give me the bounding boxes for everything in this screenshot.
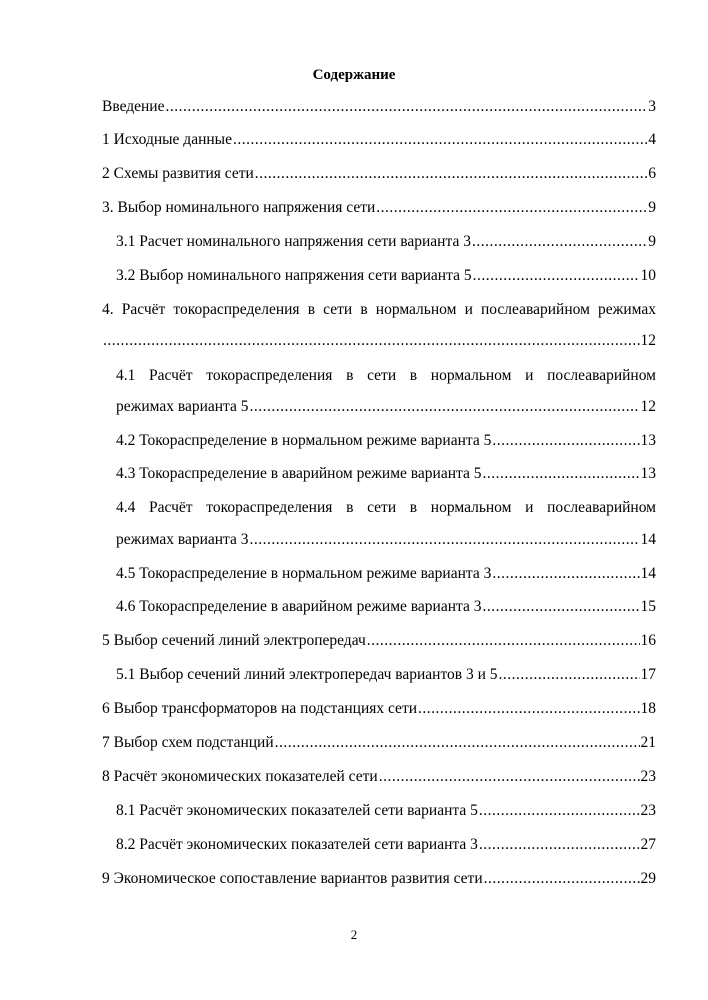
toc-entry-text: 4. Расчёт токораспределения в сети в нормальном и послеаварийном режимах: [102, 301, 656, 318]
toc-entry-page: 9: [648, 233, 656, 250]
dot-leader: [367, 631, 640, 651]
page-number: 2: [350, 927, 358, 942]
toc-entry-text: 8.1 Расчёт экономических показателей сети варианта 5: [116, 802, 478, 819]
toc-entry-page: 16: [640, 632, 656, 649]
toc-entry-text: 2 Схемы развития сети: [102, 165, 254, 182]
dot-leader: [376, 198, 647, 218]
dot-leader: [473, 266, 640, 286]
toc-entry-page: 4: [648, 131, 656, 148]
toc-entry-3[interactable]: [102, 198, 656, 218]
dot-leader: [482, 597, 639, 617]
toc-entry-2[interactable]: [102, 164, 656, 184]
toc-entry-text: режимах варианта 5: [116, 398, 249, 415]
toc-entry-text: 1 Исходные данные: [102, 131, 232, 148]
toc-entry-page: 18: [640, 700, 656, 717]
dot-leader: [482, 464, 639, 484]
toc-entry-8[interactable]: [102, 767, 656, 787]
toc-entry-text: 4.2 Токораспределение в нормальном режиме варианта 5: [116, 432, 492, 449]
toc-entry-text: режимах варианта 3: [116, 531, 249, 548]
toc-entry-page: 12: [640, 398, 656, 415]
toc-entry-4-4-line1[interactable]: [116, 498, 656, 518]
dot-leader: [418, 699, 639, 719]
dot-leader: [233, 130, 647, 150]
toc-entry-text: 3. Выбор номинального напряжения сети: [102, 199, 376, 216]
toc-entry-6[interactable]: [102, 699, 656, 719]
toc-entry-4-3[interactable]: [116, 464, 656, 484]
toc-entry-page: 3: [648, 98, 656, 115]
toc-entry-4[interactable]: [102, 331, 656, 351]
toc-entry-page: 9: [648, 199, 656, 216]
toc-entry-page: 15: [640, 598, 656, 615]
dot-leader: [275, 733, 640, 753]
toc-entry-3-2[interactable]: [116, 266, 656, 286]
toc-entry-5[interactable]: [102, 631, 656, 651]
toc-entry-9[interactable]: [102, 869, 656, 889]
toc-entry-text: 3.1 Расчет номинального напряжения сети варианта 3: [116, 233, 471, 250]
toc-entry-1[interactable]: [102, 130, 656, 150]
toc-entry-4-line1[interactable]: [102, 300, 656, 320]
toc-entry-8-1[interactable]: [116, 801, 656, 821]
toc-entry-text: Введение: [102, 98, 165, 115]
toc-entry-text: 4.5 Токораспределение в нормальном режиме варианта 3: [116, 565, 492, 582]
toc-entry-page: 14: [640, 531, 656, 548]
toc-entry-text: 8 Расчёт экономических показателей сети: [102, 768, 378, 785]
dot-leader: [484, 869, 640, 889]
dot-leader: [103, 331, 640, 351]
toc-entry-4-1[interactable]: [116, 397, 656, 417]
toc-entry-page: 14: [640, 565, 656, 582]
toc-entry-4-5[interactable]: [116, 564, 656, 584]
dot-leader: [472, 232, 647, 252]
dot-leader: [379, 767, 640, 787]
toc-entry-page: 23: [640, 802, 656, 819]
toc-entry-page: 10: [640, 267, 656, 284]
dot-leader: [250, 530, 640, 550]
toc-entry-4-4[interactable]: [116, 530, 656, 550]
toc-entry-5-1[interactable]: [116, 665, 656, 685]
dot-leader: [250, 397, 640, 417]
toc-entry-text: 3.2 Выбор номинального напряжения сети варианта 5: [116, 267, 472, 284]
toc-entry-4-6[interactable]: [116, 597, 656, 617]
dot-leader: [479, 835, 640, 855]
toc-entry-text: 6 Выбор трансформаторов на подстанциях сети: [102, 700, 418, 717]
toc-entry-page: 13: [640, 432, 656, 449]
toc-entry-text: 4.1 Расчёт токораспределения в сети в нормальном и послеаварийном: [116, 367, 656, 384]
toc-entry-3-1[interactable]: [116, 232, 656, 252]
toc-entry-text: 8.2 Расчёт экономических показателей сети варианта 3: [116, 836, 478, 853]
toc-entry-4-2[interactable]: [116, 431, 656, 451]
toc-entry-7[interactable]: [102, 733, 656, 753]
toc-entry-4-1-line1[interactable]: [116, 366, 656, 386]
dot-leader: [499, 665, 640, 685]
toc-entry-8-2[interactable]: [116, 835, 656, 855]
toc-entry-text: 9 Экономическое сопоставление вариантов развития сети: [102, 870, 483, 887]
toc-entry-text: 5 Выбор сечений линий электропередач: [102, 632, 366, 649]
toc-entry-page: 29: [640, 870, 656, 887]
toc-entry-page: 23: [640, 768, 656, 785]
toc-entry-page: 6: [648, 165, 656, 182]
dot-leader: [255, 164, 647, 184]
dot-leader: [479, 801, 640, 821]
toc-entry-text: 4.3 Токораспределение в аварийном режиме варианта 5: [116, 465, 482, 482]
dot-leader: [492, 564, 639, 584]
dot-leader: [165, 97, 647, 117]
toc-entry-page: 17: [640, 666, 656, 683]
toc-entry-introduction[interactable]: [102, 97, 656, 117]
toc-entry-text: 5.1 Выбор сечений линий электропередач вариантов 3 и 5: [116, 666, 498, 683]
toc-entry-page: 12: [640, 332, 656, 349]
toc-entry-page: 13: [640, 465, 656, 482]
toc-entry-text: 4.4 Расчёт токораспределения в сети в нормальном и послеаварийном: [116, 499, 656, 516]
toc-entry-text: 7 Выбор схем подстанций: [102, 734, 274, 751]
toc-entry-text: 4.6 Токораспределение в аварийном режиме варианта 3: [116, 598, 482, 615]
toc-entry-page: 21: [640, 734, 656, 751]
dot-leader: [492, 431, 639, 451]
toc-title: Содержание: [312, 67, 396, 83]
toc-entry-page: 27: [640, 836, 656, 853]
